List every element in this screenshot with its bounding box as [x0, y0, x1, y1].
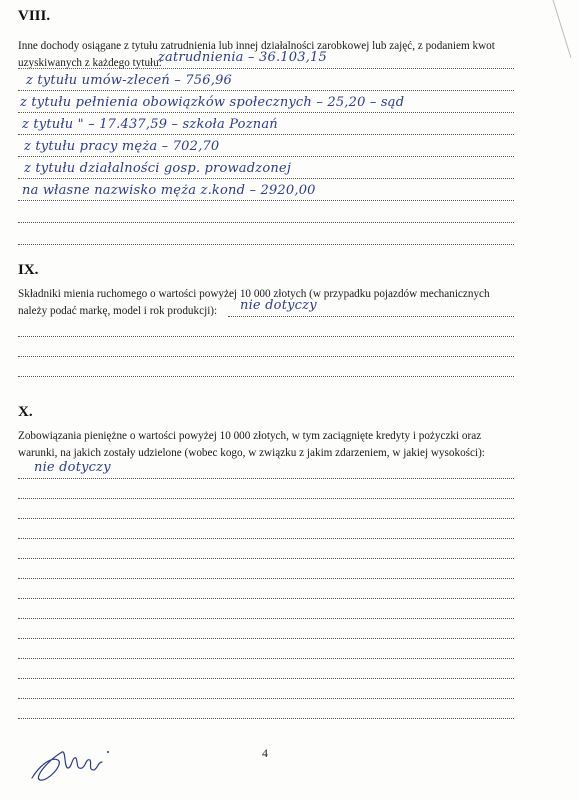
- handwritten-entry: zatrudnienia – 36.103,15: [158, 50, 327, 65]
- handwritten-answer: nie dotyczy: [34, 460, 111, 475]
- dotted-line: [18, 678, 514, 679]
- handwritten-entry: z tytułu umów-zleceń – 756,96: [26, 73, 233, 88]
- dotted-line: [18, 134, 514, 135]
- section-ix-text-line1: Składniki mienia ruchomego o wartości powyżej 10 000 złotych (w przypadku pojazdów mechanicznych: [18, 288, 490, 300]
- dotted-line: [18, 698, 514, 699]
- section-x-text-line1: Zobowiązania pieniężne o wartości powyżej 10 000 złotych, w tym zaciągnięte kredyty i pożyczki oraz: [18, 430, 482, 442]
- dotted-line: [18, 618, 514, 619]
- section-viii-text-line1: Inne dochody osiągane z tytułu zatrudnienia lub innej działalności zarobkowej lub zajęć, z podaniem kwot: [18, 40, 495, 52]
- page-edge-mark: [533, 0, 573, 60]
- section-ix-title: IX.: [18, 262, 39, 278]
- handwritten-entry: z tytułu działalności gosp. prowadzonej: [24, 161, 292, 176]
- dotted-line: [18, 336, 514, 337]
- dotted-line: [18, 578, 514, 579]
- dotted-line: [18, 178, 514, 179]
- dotted-line: [18, 376, 514, 377]
- section-x-text-line2: warunki, na jakich zostały udzielone (wobec kogo, w związku z jakim zdarzeniem, w jakiej wysokości):: [18, 447, 485, 459]
- handwritten-answer: nie dotyczy: [240, 298, 317, 313]
- dotted-line: [18, 638, 514, 639]
- handwritten-entry: na własne nazwisko męża z.kond – 2920,00: [22, 183, 316, 198]
- section-viii-text-line2: uzyskiwanych z każdego tytułu:: [18, 57, 162, 69]
- section-ix-text-line2: należy podać markę, model i rok produkcji):: [18, 305, 218, 317]
- dotted-line: [18, 222, 514, 223]
- dotted-line: [18, 498, 514, 499]
- dotted-line: [18, 598, 514, 599]
- dotted-line: [18, 112, 514, 113]
- handwritten-entry: z tytułu pełnienia obowiązków społecznych – 25,20 – sąd: [20, 95, 405, 110]
- handwritten-entry: z tytułu pracy męża – 702,70: [24, 139, 220, 154]
- section-x-text: [18, 428, 518, 462]
- dotted-line: [18, 518, 514, 519]
- dotted-line: [18, 156, 514, 157]
- dotted-line: [18, 718, 514, 719]
- dotted-line: [18, 558, 514, 559]
- dotted-line: [228, 316, 514, 317]
- signature: [28, 738, 118, 788]
- dotted-line: [18, 538, 514, 539]
- handwritten-entry: z tytułu " – 17.437,59 – szkoła Poznań: [22, 117, 278, 132]
- section-x-title: X.: [18, 404, 33, 420]
- dotted-line: [18, 200, 514, 201]
- dotted-line: [18, 356, 514, 357]
- dotted-line: [18, 68, 514, 69]
- dotted-line: [18, 90, 514, 91]
- dotted-line: [18, 658, 514, 659]
- dotted-line: [18, 478, 514, 479]
- section-viii-title: VIII.: [18, 8, 51, 24]
- dotted-line: [18, 244, 514, 245]
- page-number: 4: [262, 746, 268, 760]
